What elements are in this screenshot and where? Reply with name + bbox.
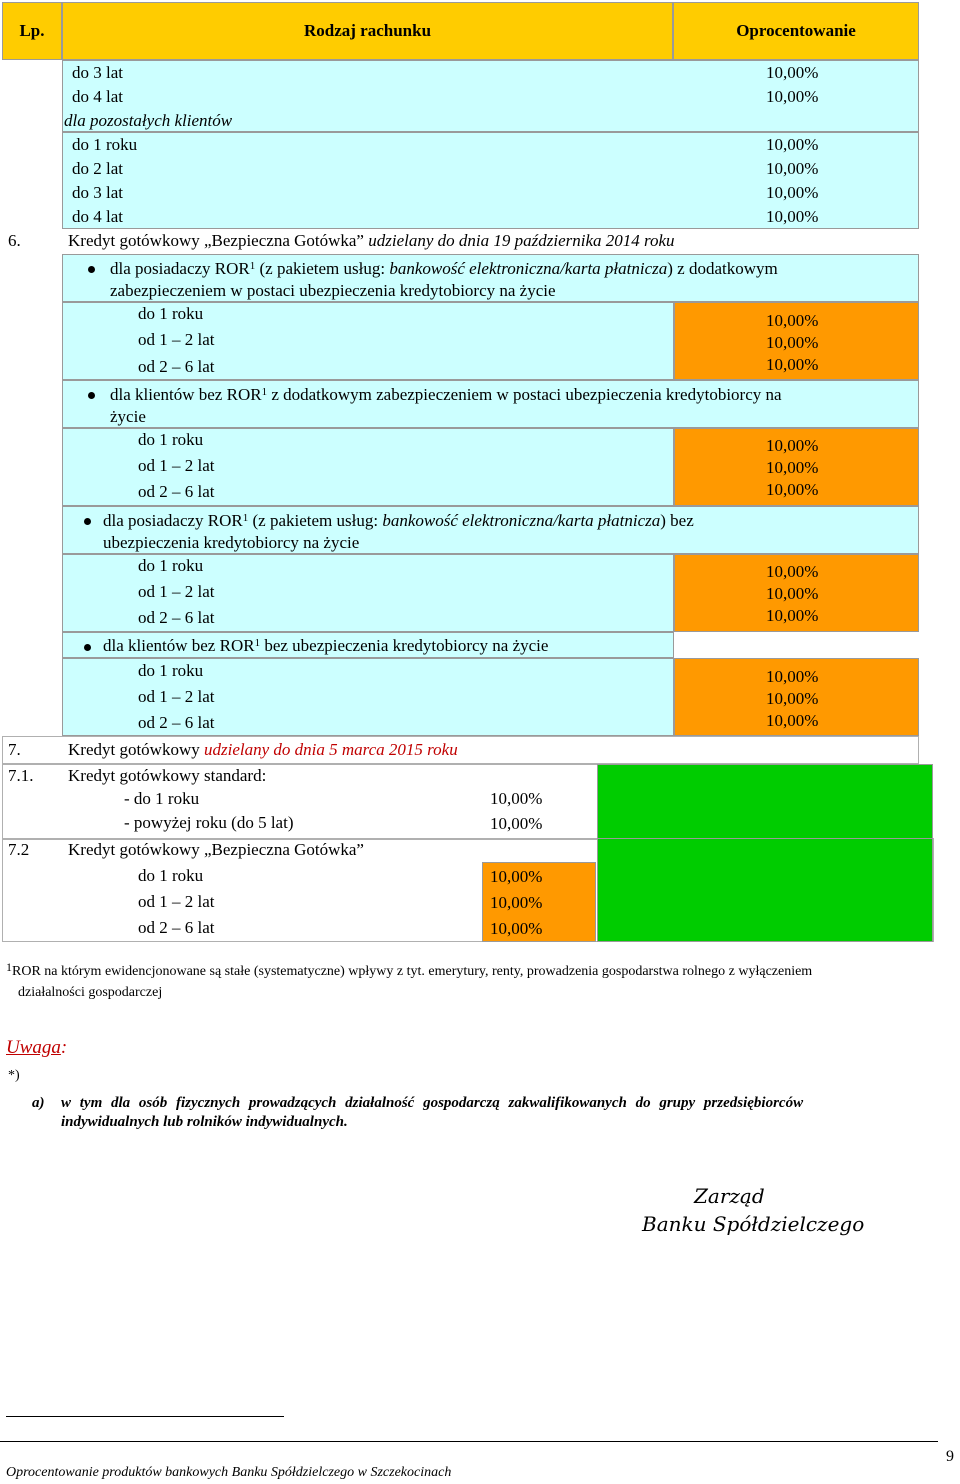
section-6-number: 6.: [8, 231, 21, 250]
group-3-line1: [103, 511, 694, 531]
group-3-line2: ubezpieczenia kredytobiorcy na życie: [103, 533, 360, 552]
uwaga-a-line1: w tym dla osób fizycznych prowadzących działalność gospodarczą zakwalifikowanych do grupy przedsiębiorców: [61, 1095, 804, 1111]
footnote-sup: 1: [6, 960, 12, 974]
superscript: 1: [242, 512, 249, 524]
bullet-icon: [84, 518, 91, 525]
header-oprocentowanie: [673, 2, 919, 60]
bullet-icon: [84, 644, 91, 651]
section-6-title-plain: Kredyt gotówkowy „Bezpieczna Gotówka”: [68, 231, 364, 250]
group-2-line1: [110, 385, 782, 405]
row-value: 10,00%: [766, 311, 819, 330]
section-72-green: [597, 838, 933, 942]
row-label: do 4 lat: [72, 207, 123, 226]
row-label: od 2 – 6 lat: [138, 482, 215, 501]
row-value: 10,00%: [490, 789, 543, 808]
bullet-icon: [88, 266, 95, 273]
row-value: 10,00%: [490, 867, 543, 886]
row-label: do 1 roku: [138, 661, 204, 680]
row-label: od 2 – 6 lat: [138, 357, 215, 376]
header-oprocentowanie-text: Oprocentowanie: [736, 21, 856, 40]
footnote-line2: działalności gospodarczej: [18, 985, 163, 1000]
section-7-title-italic: udzielany do dnia 5 marca 2015 roku: [203, 740, 458, 759]
row-value: 10,00%: [766, 606, 819, 625]
footnote: [6, 962, 960, 981]
footnote-line1: ROR na którym ewidencjonowane są stałe (systematyczne) wpływy z tyt. emerytury, renty, prowadzenia gospodarstwa rolnego z wyłączeniem: [12, 964, 813, 979]
signature-line2: Banku Spółdzielczego: [642, 1212, 865, 1236]
footer-rule: [0, 1441, 938, 1442]
superscript: 1: [254, 637, 261, 649]
section-71-green: [597, 764, 933, 840]
row-label: od 1 – 2 lat: [138, 687, 215, 706]
row-label: do 3 lat: [72, 183, 123, 202]
footnote-separator: [6, 1416, 284, 1417]
superscript: 1: [261, 386, 268, 398]
row-label: od 1 – 2 lat: [138, 892, 215, 911]
row-label: do 1 roku: [138, 556, 204, 575]
uwaga-a-line2: indywidualnych lub rolników indywidualnych.: [61, 1114, 348, 1130]
footer-text: Oprocentowanie produktów bankowych Banku Spółdzielczego w Szczekocinach: [6, 1465, 452, 1480]
group-text: dla posiadaczy ROR: [103, 511, 243, 530]
group-text: ) bez: [660, 511, 694, 530]
group-text: dla posiadaczy ROR: [110, 259, 250, 278]
row-value: 10,00%: [766, 436, 819, 455]
other-clients-label: dla pozostałych klientów: [64, 111, 233, 130]
group-text: z dodatkowym zabezpieczeniem w postaci ubezpieczenia kredytobiorcy na: [271, 385, 782, 404]
row-label: do 2 lat: [72, 159, 123, 178]
row-value: 10,00%: [766, 584, 819, 603]
row-label: do 4 lat: [72, 87, 123, 106]
uwaga-star: *): [8, 1068, 20, 1083]
section-7-title: [68, 740, 458, 760]
row-value: 10,00%: [766, 711, 819, 730]
section-6-title: [68, 231, 675, 251]
page-number: 9: [946, 1448, 954, 1465]
uwaga-colon: :: [60, 1037, 68, 1058]
row-label: - powyżej roku (do 5 lat): [124, 813, 294, 832]
superscript: 1: [249, 260, 256, 272]
group-1-line1: [110, 259, 778, 279]
row-label: do 1 roku: [138, 866, 204, 885]
row-label: do 1 roku: [138, 304, 204, 323]
row-value: 10,00%: [766, 689, 819, 708]
group-text: (z pakietem usług:: [252, 511, 379, 530]
row-label: do 3 lat: [72, 63, 123, 82]
row-value: 10,00%: [766, 87, 819, 106]
group-text: ) z dodatkowym: [667, 259, 778, 278]
group-2-line2: życie: [110, 407, 146, 426]
row-label: od 1 – 2 lat: [138, 456, 215, 475]
uwaga-a-label: a): [32, 1095, 45, 1111]
row-label: od 2 – 6 lat: [138, 918, 215, 937]
row-label: do 1 roku: [138, 430, 204, 449]
row-label: do 1 roku: [72, 135, 138, 154]
row-value: 10,00%: [766, 333, 819, 352]
group-1-line2: zabezpieczeniem w postaci ubezpieczenia kredytobiorcy na życie: [110, 281, 556, 300]
row-value: 10,00%: [766, 480, 819, 499]
header-rodzaj-text: Rodzaj rachunku: [303, 21, 432, 40]
row-label: od 1 – 2 lat: [138, 582, 215, 601]
group-text: (z pakietem usług:: [259, 259, 386, 278]
row-value: 10,00%: [766, 458, 819, 477]
group-text: bez ubezpieczenia kredytobiorcy na życie: [264, 636, 549, 655]
row-label: od 1 – 2 lat: [138, 330, 215, 349]
uwaga-label: Uwaga: [6, 1037, 61, 1058]
section-7-number: 7.: [8, 740, 21, 759]
header-rodzaj: [62, 2, 673, 60]
section-71-title: Kredyt gotówkowy standard:: [68, 766, 267, 785]
section-7-title-plain: Kredyt gotówkowy: [68, 740, 200, 759]
row-value: 10,00%: [490, 893, 543, 912]
row-value: 10,00%: [766, 667, 819, 686]
row-label: od 2 – 6 lat: [138, 713, 215, 732]
group-text-italic: bankowość elektroniczna/karta płatnicza: [389, 259, 668, 278]
group-text: dla klientów bez ROR: [110, 385, 262, 404]
header-lp: [2, 2, 62, 60]
row-label: - do 1 roku: [124, 789, 200, 808]
group-text-italic: bankowość elektroniczna/karta płatnicza: [382, 511, 661, 530]
section-6-title-italic: udzielany do dnia 19 października 2014 roku: [368, 231, 675, 250]
bullet-icon: [88, 392, 95, 399]
row-label: od 2 – 6 lat: [138, 608, 215, 627]
row-value: 10,00%: [766, 355, 819, 374]
row-value: 10,00%: [490, 814, 543, 833]
group-4-line1: [103, 636, 548, 656]
row-value: 10,00%: [766, 562, 819, 581]
row-value: 10,00%: [766, 63, 819, 82]
section-72-number: 7.2: [8, 840, 30, 859]
section-72-title: Kredyt gotówkowy „Bezpieczna Gotówka”: [68, 840, 364, 859]
row-value: 10,00%: [490, 919, 543, 938]
row-value: 10,00%: [766, 183, 819, 202]
signature-line1: Zarząd: [694, 1184, 765, 1208]
row-value: 10,00%: [766, 159, 819, 178]
row-value: 10,00%: [766, 207, 819, 226]
group-text: dla klientów bez ROR: [103, 636, 255, 655]
section-71-number: 7.1.: [8, 766, 34, 785]
row-value: 10,00%: [766, 135, 819, 154]
header-lp-text: Lp.: [19, 21, 45, 40]
uwaga-heading: [6, 1037, 67, 1059]
